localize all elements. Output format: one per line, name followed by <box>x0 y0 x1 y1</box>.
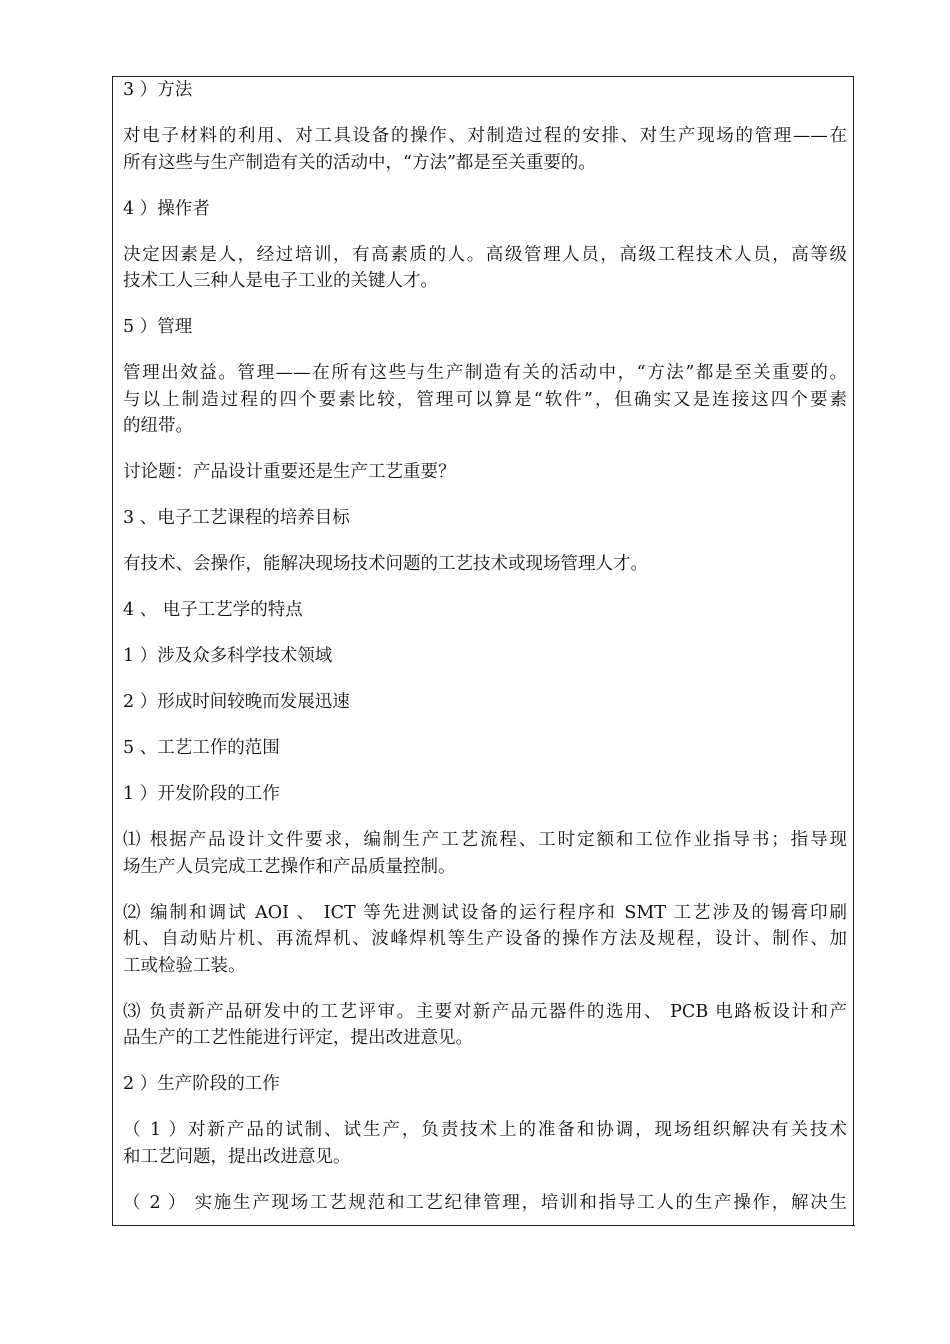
paragraph <box>123 459 847 486</box>
paragraph-line: 4 、 电子工艺学的特点 <box>123 600 303 620</box>
paragraph-line: （ 1 ）对新产品的试制、试生产，负责技术上的准备和协调，现场组织解决有关技术 <box>123 1120 847 1140</box>
paragraph-line: 管理出效益。管理——在所有这些与生产制造有关的活动中，“方法”都是至关重要的。 <box>123 363 847 383</box>
paragraph-line: 2 ）形成时间较晚而发展迅速 <box>123 692 350 712</box>
paragraph <box>123 505 847 532</box>
paragraph-line: 场生产人员完成工艺操作和产品质量控制。 <box>123 856 456 877</box>
paragraph <box>123 689 847 716</box>
paragraph-line: ⑶ 负责新产品研发中的工艺评审。主要对新产品元器件的选用、 PCB 电路板设计和产 <box>123 1001 847 1022</box>
paragraph <box>123 900 847 980</box>
paragraph-line: 和工艺问题，提出改进意见。 <box>123 1146 351 1167</box>
paragraph-line: 3 ）方法 <box>123 80 193 100</box>
paragraph-line: 有技术、会操作，能解决现场技术问题的工艺技术或现场管理人才。 <box>123 554 648 574</box>
paragraph <box>123 597 847 624</box>
paragraph-line: 技术工人三种人是电子工业的关键人才。 <box>123 271 438 291</box>
paragraph <box>123 123 847 176</box>
paragraph-line: 5 、工艺工作的范围 <box>123 738 280 758</box>
paragraph-line: 1 ）涉及众多科学技术领域 <box>123 646 333 666</box>
paragraph-line: （ 2 ） 实施生产现场工艺规范和工艺纪律管理，培训和指导工人的生产操作，解决生 <box>123 1192 847 1213</box>
paragraph-line: 工或检验工装。 <box>123 955 246 976</box>
paragraph-line: 与以上制造过程的四个要素比较，管理可以算是“软件”，但确实又是连接这四个要素 <box>123 389 847 410</box>
paragraph <box>123 735 847 762</box>
paragraph-line: ⑵ 编制和调试 AOI 、 ICT 等先进测试设备的运行程序和 SMT 工艺涉及的锡膏印刷 <box>123 902 847 923</box>
paragraph <box>123 827 847 880</box>
paragraph <box>123 196 847 223</box>
paragraph-line: 3 、电子工艺课程的培养目标 <box>123 508 350 528</box>
paragraph-line: 4 ）操作者 <box>123 198 210 219</box>
paragraph <box>123 314 847 341</box>
paragraph-line: 对电子材料的利用、对工具设备的操作、对制造过程的安排、对生产现场的管理——在 <box>123 126 847 146</box>
paragraph <box>123 360 847 440</box>
paragraph <box>123 643 847 670</box>
paragraph-line: 讨论题：产品设计重要还是生产工艺重要？ <box>123 462 456 482</box>
paragraph-line: 所有这些与生产制造有关的活动中，“方法”都是至关重要的。 <box>123 152 596 173</box>
paragraph <box>123 242 847 295</box>
document-table-cell <box>112 76 854 1226</box>
paragraph-line: 机、自动贴片机、再流焊机、波峰焊机等生产设备的操作方法及规程，设计、制作、加 <box>123 929 847 949</box>
paragraph <box>123 1190 847 1217</box>
paragraph-line: ⑴ 根据产品设计文件要求，编制生产工艺流程、工时定额和工位作业指导书；指导现 <box>123 830 847 850</box>
paragraph-line: 2 ）生产阶段的工作 <box>123 1074 280 1094</box>
paragraph <box>123 1071 847 1098</box>
paragraph <box>123 781 847 808</box>
paragraph <box>123 551 847 578</box>
paragraph-line: 5 ）管理 <box>123 317 193 337</box>
document-body <box>123 77 847 1226</box>
paragraph-line: 1 ）开发阶段的工作 <box>123 784 280 804</box>
paragraph <box>123 77 847 104</box>
table-bottom-border <box>112 1225 855 1226</box>
paragraph-line: 决定因素是人，经过培训，有高素质的人。高级管理人员，高级工程技术人员，高等级 <box>123 244 847 265</box>
paragraph-line: 的纽带。 <box>123 416 193 436</box>
paragraph-line: 品生产的工艺性能进行评定，提出改进意见。 <box>123 1028 473 1048</box>
paragraph <box>123 1117 847 1170</box>
paragraph <box>123 999 847 1052</box>
